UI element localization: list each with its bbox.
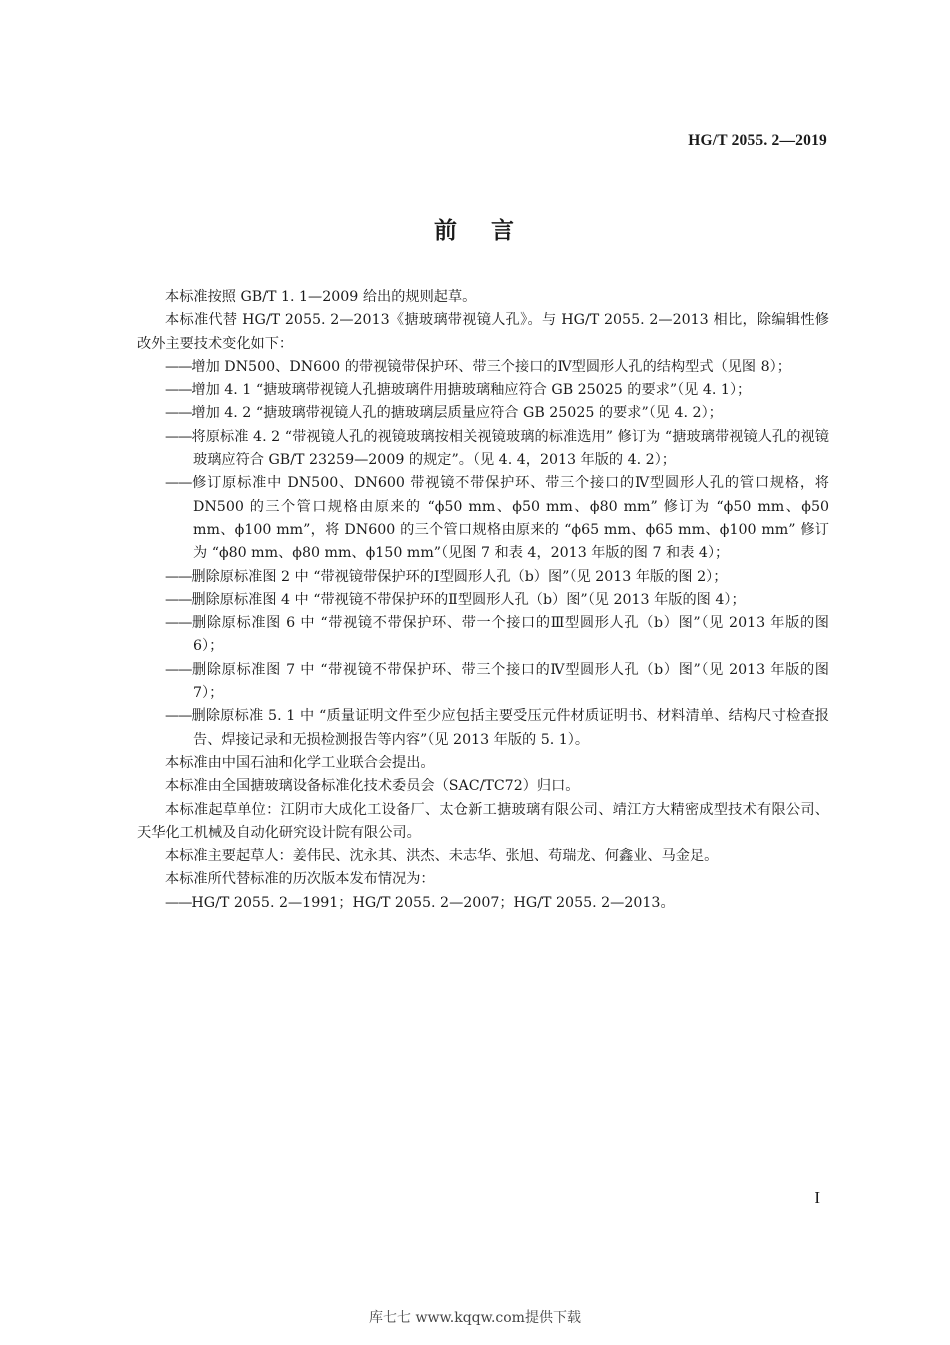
item-dash: —— [165,382,192,399]
item-dash: —— [165,894,192,911]
paragraph-drafting-rules: 本标准按照 GB/T 1. 1—2009 给出的规则起草。 [165,289,477,305]
paragraph-drafting-units: 本标准起草单位：江阴市大成化工设备厂、太仓新工搪玻璃有限公司、靖江方大精密成型技术有限公司、天华化工机械及自动化研究设计院有限公司。 [137,801,829,841]
page-number: I [814,1188,820,1207]
change-item-text: 修订原标准中 DN500、DN600 带视镜不带保护环、带三个接口的Ⅳ型圆形人孔的管口规格，将 DN500 的三个管口规格由原来的 “ϕ50 mm、ϕ50 mm、ϕ80 mm” 修订为 “ϕ50 mm、ϕ50 mm、ϕ100 mm”，将 DN600 的三个管口规格由原来的 “ϕ65 mm、ϕ65 mm、ϕ100 mm” 修订为 “ϕ80 mm、ϕ80 mm、ϕ150 mm”（见图 7 和表 4，2013 年版的图 7 和表 4）； [191,475,829,562]
change-item-text: 增加 4. 1 “搪玻璃带视镜人孔搪玻璃件用搪玻璃釉应符合 GB 25025 的要求”（见 4. 1）； [191,382,752,399]
paragraph-drafters: 本标准主要起草人：姜伟民、沈永其、洪杰、未志华、张旭、苟瑞龙、何鑫业、马金足。 [165,848,719,865]
change-item-text: 删除原标准图 7 中 “带视镜不带保护环、带三个接口的Ⅳ型圆形人孔（b）图”（见 2013 年版的图 7）； [191,661,829,702]
standard-code: HG/T 2055. 2—2019 [688,132,827,149]
change-item-text: 删除原标准 5. 1 中 “质量证明文件至少应包括主要受压元件材质证明书、材料清单、结构尺寸检查报告、焊接记录和无损检测报告等内容”（见 2013 年版的 5. 1）。 [191,708,829,748]
change-item [137,379,829,402]
title-char-2: 言 [491,217,516,244]
change-item-text: 删除原标准图 2 中 “带视镜带保护环的Ⅰ型圆形人孔（b）图”（见 2013 年版的图 2）； [191,568,728,585]
change-item [137,589,829,612]
change-item [137,612,829,659]
change-item-text: 删除原标准图 6 中 “带视镜不带保护环、带一个接口的Ⅲ型圆形人孔（b）图”（见 2013 年版的图 6）； [191,615,829,655]
change-item-text: 将原标准 4. 2 “带视镜人孔的视镜玻璃按相关视镜玻璃的标准选用” 修订为 “搪玻璃带视镜人孔的视镜玻璃应符合 GB/T 23259—2009 的规定”。（见 4. 4，2013 年版的 4. 2）； [191,428,829,469]
history-item-text: HG/T 2055. 2—1991；HG/T 2055. 2—2007；HG/T 2055. 2—2013。 [191,894,675,911]
download-watermark: 库七七 www.kqqw.com提供下载 [369,1310,581,1326]
item-dash: —— [165,428,192,445]
item-dash: —— [165,708,192,725]
page-title [0,212,950,245]
item-dash: —— [165,661,192,678]
foreword-body [137,286,829,915]
paragraph-committee: 本标准由全国搪玻璃设备标准化技术委员会（SAC/TC72）归口。 [165,778,580,795]
paragraph-proposer: 本标准由中国石油和化学工业联合会提出。 [165,754,435,771]
change-item [137,659,829,706]
change-item [137,426,829,473]
change-item [137,705,829,752]
change-item [137,472,829,565]
item-dash: —— [165,568,192,585]
change-item [137,402,829,425]
paragraph-history-intro: 本标准所代替标准的历次版本发布情况为： [165,871,435,888]
item-dash: —— [165,591,192,608]
change-item [137,566,829,589]
history-item [137,892,829,915]
change-item [137,356,829,379]
change-item-text: 增加 DN500、DN600 的带视镜带保护环、带三个接口的Ⅳ型圆形人孔的结构型式（见图 8）； [191,358,791,375]
item-dash: —— [165,615,192,632]
title-char-1: 前 [434,217,459,244]
paragraph-replacement: 本标准代替 HG/T 2055. 2—2013《搪玻璃带视镜人孔》。与 HG/T 2055. 2—2013 相比，除编辑性修改外主要技术变化如下： [137,312,829,352]
change-item-text: 增加 4. 2 “搪玻璃带视镜人孔的搪玻璃层质量应符合 GB 25025 的要求”（见 4. 2）； [191,405,723,422]
change-item-text: 删除原标准图 4 中 “带视镜不带保护环的Ⅱ型圆形人孔（b）图”（见 2013 年版的图 4）； [191,591,746,608]
item-dash: —— [165,475,192,492]
item-dash: —— [165,358,192,375]
item-dash: —— [165,405,192,422]
